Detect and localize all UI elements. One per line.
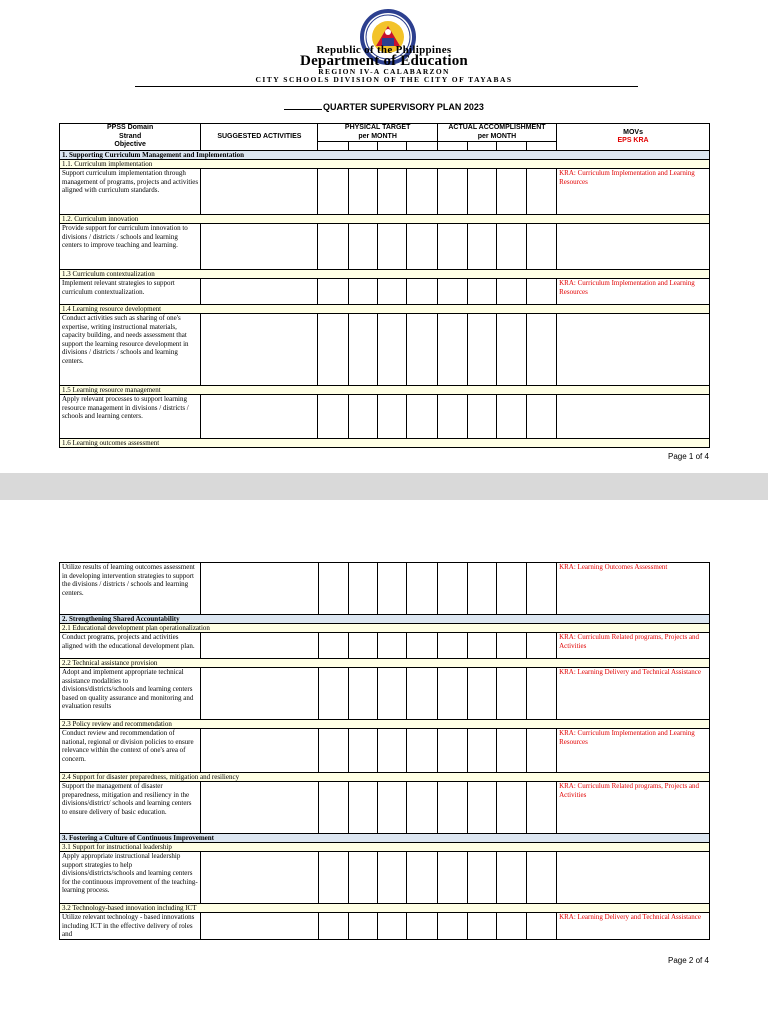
actual-accomplishment-cell[interactable] xyxy=(497,729,526,773)
suggested-activities-cell[interactable] xyxy=(201,913,318,940)
strand-title: 2.3 Policy review and recommendation xyxy=(60,720,710,729)
domain-row xyxy=(60,151,710,160)
objective-row xyxy=(60,395,710,439)
domain-title: 3. Fostering a Culture of Continuous Improvement xyxy=(60,834,710,843)
physical-target-cell[interactable] xyxy=(348,563,377,615)
physical-target-cell[interactable] xyxy=(318,852,348,904)
objective-text: Adopt and implement appropriate technical assistance modalities to divisions/districts/schools and learning centers based on quality assurance and monitoring and evaluation results xyxy=(60,668,201,720)
objective-row xyxy=(60,279,710,305)
supervisory-plan-table-page2 xyxy=(59,562,710,940)
actual-accomplishment-cell[interactable] xyxy=(497,633,526,659)
actual-accomplishment-cell[interactable] xyxy=(526,314,556,386)
objective-text: Provide support for curriculum innovation to divisions / districts / schools and learning centers to improve teaching and learning. xyxy=(60,224,201,270)
objective-text: Support curriculum implementation through management of programs, projects and activities aligned with curriculum standards. xyxy=(60,169,201,215)
objective-text: Conduct activities such as sharing of one's expertise, writing instructional materials, capacity building, and needs assessment that support the learning resource development in divisions / districts / schools and learning centers. xyxy=(60,314,201,386)
strand-row xyxy=(60,305,710,314)
physical-target-cell[interactable] xyxy=(318,668,348,720)
physical-target-cell[interactable] xyxy=(407,782,437,834)
physical-target-cell[interactable] xyxy=(348,668,377,720)
physical-target-cell[interactable] xyxy=(348,395,377,439)
document-page-1 xyxy=(0,0,768,473)
physical-target-cell[interactable] xyxy=(378,224,407,270)
objective-text: Utilize results of learning outcomes assessment in developing intervention strategies to support the divisions / districts / schools and learning centers. xyxy=(60,563,201,615)
actual-accomplishment-cell[interactable] xyxy=(437,852,467,904)
actual-accomplishment-cell[interactable] xyxy=(468,169,497,215)
physical-target-cell[interactable] xyxy=(407,279,437,305)
physical-target-cell[interactable] xyxy=(348,852,377,904)
region-heading: REGION IV-A CALABARZON xyxy=(318,67,450,76)
objective-text: Conduct review and recommendation of national, regional or division policies to ensure relevance within the context of one's area of concern. xyxy=(60,729,201,773)
domain-title: 1. Supporting Curriculum Management and Implementation xyxy=(60,151,710,160)
strand-title: 1.6 Learning outcomes assessment xyxy=(60,439,710,448)
objective-row xyxy=(60,668,710,720)
strand-title: 2.2 Technical assistance provision xyxy=(60,659,710,668)
objective-row xyxy=(60,314,710,386)
physical-target-cell[interactable] xyxy=(407,563,437,615)
header-divider xyxy=(135,86,638,87)
physical-target-cell[interactable] xyxy=(378,395,407,439)
actual-accomplishment-cell[interactable] xyxy=(437,169,467,215)
movs-kra-cell: KRA: Curriculum Related programs, Projects and Activities xyxy=(557,782,710,834)
actual-accomplishment-cell[interactable] xyxy=(437,314,467,386)
movs-kra-cell xyxy=(557,314,710,386)
col-movs-header: MOVs EPS KRA xyxy=(557,124,710,151)
actual-accomplishment-cell[interactable] xyxy=(437,279,467,305)
strand-title: 1.4 Learning resource development xyxy=(60,305,710,314)
actual-accomplishment-cell[interactable] xyxy=(497,668,526,720)
domain-row xyxy=(60,615,710,624)
strand-title: 1.2. Curriculum innovation xyxy=(60,215,710,224)
objective-row xyxy=(60,169,710,215)
physical-target-cell[interactable] xyxy=(318,782,348,834)
strand-row xyxy=(60,720,710,729)
domain-title: 2. Strengthening Shared Accountability xyxy=(60,615,710,624)
strand-title: 2.4 Support for disaster preparedness, mitigation and resiliency xyxy=(60,773,710,782)
objective-text: Apply relevant processes to support learning resource management in divisions / districts / schools and learning centers. xyxy=(60,395,201,439)
objective-row xyxy=(60,563,710,615)
physical-target-cell[interactable] xyxy=(407,314,437,386)
actual-accomplishment-cell[interactable] xyxy=(526,729,556,773)
suggested-activities-cell[interactable] xyxy=(201,314,318,386)
physical-target-cell[interactable] xyxy=(318,169,348,215)
physical-target-cell[interactable] xyxy=(318,395,348,439)
strand-title: 1.1. Curriculum implementation xyxy=(60,160,710,169)
actual-accomplishment-cell[interactable] xyxy=(526,279,556,305)
col-ppss-domain-header: PPSS Domain Strand Objective xyxy=(60,124,201,151)
movs-kra-cell: KRA: Curriculum Related programs, Projects and Activities xyxy=(557,633,710,659)
actual-accomplishment-cell[interactable] xyxy=(437,224,467,270)
actual-accomplishment-cell[interactable] xyxy=(468,314,497,386)
actual-accomplishment-cell[interactable] xyxy=(468,913,497,940)
physical-target-cell[interactable] xyxy=(407,224,437,270)
physical-target-cell[interactable] xyxy=(348,169,377,215)
suggested-activities-cell[interactable] xyxy=(201,633,318,659)
strand-title: 1.3 Curriculum contextualization xyxy=(60,270,710,279)
actual-accomplishment-cell[interactable] xyxy=(526,668,556,720)
physical-target-cell[interactable] xyxy=(348,314,377,386)
actual-accomplishment-cell[interactable] xyxy=(437,563,467,615)
movs-kra-cell: KRA: Curriculum Implementation and Learning Resources xyxy=(557,169,710,215)
objective-text: Utilize relevant technology - based innovations including ICT in the effective delivery of roles and xyxy=(60,913,201,940)
physical-target-cell[interactable] xyxy=(348,633,377,659)
physical-target-cell[interactable] xyxy=(407,169,437,215)
actual-accomplishment-cell[interactable] xyxy=(468,782,497,834)
physical-target-cell[interactable] xyxy=(407,913,437,940)
strand-row xyxy=(60,843,710,852)
physical-target-cell[interactable] xyxy=(378,633,407,659)
page-number: Page 2 of 4 xyxy=(668,956,709,965)
strand-row xyxy=(60,659,710,668)
physical-target-cell[interactable] xyxy=(318,314,348,386)
physical-target-cell[interactable] xyxy=(348,729,377,773)
department-heading: Department of Education xyxy=(300,53,468,69)
actual-accomplishment-cell[interactable] xyxy=(468,633,497,659)
physical-target-cell[interactable] xyxy=(318,729,348,773)
strand-row xyxy=(60,215,710,224)
physical-target-cell[interactable] xyxy=(318,224,348,270)
actual-accomplishment-cell[interactable] xyxy=(497,563,526,615)
objective-text: Apply appropriate instructional leadership support strategies to help divisions/districts/schools and learning centers for the continuous improvement of the teaching-learning process. xyxy=(60,852,201,904)
physical-target-cell[interactable] xyxy=(378,169,407,215)
actual-accomplishment-cell[interactable] xyxy=(526,395,556,439)
suggested-activities-cell[interactable] xyxy=(201,729,318,773)
col-activities-header: SUGGESTED ACTIVITIES xyxy=(201,124,318,151)
actual-accomplishment-cell[interactable] xyxy=(468,852,497,904)
actual-accomplishment-cell[interactable] xyxy=(437,782,467,834)
physical-target-cell[interactable] xyxy=(407,729,437,773)
actual-accomplishment-cell[interactable] xyxy=(526,782,556,834)
republic-heading: Republic of the Philippines xyxy=(316,44,452,56)
supervisory-plan-table-page1 xyxy=(59,123,710,448)
objective-row xyxy=(60,633,710,659)
strand-title: 2.1 Educational development plan operationalization xyxy=(60,624,710,633)
plan-title-text: QUARTER SUPERVISORY PLAN 2023 xyxy=(323,102,484,112)
strand-title: 1.5 Learning resource management xyxy=(60,386,710,395)
actual-accomplishment-cell[interactable] xyxy=(526,224,556,270)
movs-kra-cell xyxy=(557,852,710,904)
objective-row xyxy=(60,913,710,940)
physical-target-cell[interactable] xyxy=(318,279,348,305)
movs-kra-cell: KRA: Learning Outcomes Assessment xyxy=(557,563,710,615)
physical-target-cell[interactable] xyxy=(378,913,407,940)
physical-target-cell[interactable] xyxy=(378,563,407,615)
strand-title: 3.2 Technology-based innovation including ICT xyxy=(60,904,710,913)
domain-row xyxy=(60,834,710,843)
strand-row xyxy=(60,773,710,782)
movs-kra-cell: KRA: Learning Delivery and Technical Assistance xyxy=(557,913,710,940)
col-actual-accomplishment-header: ACTUAL ACCOMPLISHMENT per MONTH xyxy=(437,124,556,142)
movs-kra-cell xyxy=(557,395,710,439)
actual-accomplishment-cell[interactable] xyxy=(437,913,467,940)
actual-accomplishment-cell[interactable] xyxy=(497,224,526,270)
strand-row xyxy=(60,270,710,279)
strand-title: 3.1 Support for instructional leadership xyxy=(60,843,710,852)
suggested-activities-cell[interactable] xyxy=(201,782,318,834)
physical-target-cell[interactable] xyxy=(407,852,437,904)
physical-target-cell[interactable] xyxy=(318,633,348,659)
physical-target-cell[interactable] xyxy=(348,913,377,940)
objective-row xyxy=(60,782,710,834)
objective-text: Support the management of disaster preparedness, mitigation and resiliency in the divisions/district/ schools and learning centers to ensure delivery of basic education. xyxy=(60,782,201,834)
actual-accomplishment-cell[interactable] xyxy=(497,913,526,940)
objective-text: Implement relevant strategies to support curriculum contextualization. xyxy=(60,279,201,305)
actual-accomplishment-cell[interactable] xyxy=(526,633,556,659)
suggested-activities-cell[interactable] xyxy=(201,852,318,904)
document-page-2 xyxy=(0,500,768,1024)
movs-kra-cell: KRA: Learning Delivery and Technical Assistance xyxy=(557,668,710,720)
physical-target-cell[interactable] xyxy=(378,729,407,773)
actual-accomplishment-cell[interactable] xyxy=(437,633,467,659)
movs-kra-cell: KRA: Curriculum Implementation and Learning Resources xyxy=(557,729,710,773)
physical-target-cell[interactable] xyxy=(348,279,377,305)
strand-row xyxy=(60,624,710,633)
suggested-activities-cell[interactable] xyxy=(201,395,318,439)
actual-accomplishment-cell[interactable] xyxy=(526,563,556,615)
actual-accomplishment-cell[interactable] xyxy=(526,852,556,904)
actual-accomplishment-cell[interactable] xyxy=(497,169,526,215)
suggested-activities-cell[interactable] xyxy=(201,279,318,305)
actual-accomplishment-cell[interactable] xyxy=(437,668,467,720)
physical-target-cell[interactable] xyxy=(348,224,377,270)
suggested-activities-cell[interactable] xyxy=(201,563,318,615)
suggested-activities-cell[interactable] xyxy=(201,668,318,720)
strand-row xyxy=(60,386,710,395)
actual-accomplishment-cell[interactable] xyxy=(497,395,526,439)
physical-target-cell[interactable] xyxy=(407,668,437,720)
physical-target-cell[interactable] xyxy=(378,314,407,386)
actual-accomplishment-cell[interactable] xyxy=(468,224,497,270)
plan-title xyxy=(0,101,768,112)
actual-accomplishment-cell[interactable] xyxy=(468,563,497,615)
physical-target-cell[interactable] xyxy=(318,913,348,940)
objective-row xyxy=(60,224,710,270)
physical-target-cell[interactable] xyxy=(378,668,407,720)
actual-accomplishment-cell[interactable] xyxy=(497,782,526,834)
actual-accomplishment-cell[interactable] xyxy=(468,279,497,305)
page-number: Page 1 of 4 xyxy=(668,452,709,461)
movs-kra-cell xyxy=(557,224,710,270)
division-heading: CITY SCHOOLS DIVISION OF THE CITY OF TAYABAS xyxy=(255,75,513,84)
strand-row xyxy=(60,160,710,169)
physical-target-cell[interactable] xyxy=(348,782,377,834)
objective-row xyxy=(60,852,710,904)
quarter-blank-line xyxy=(284,101,322,110)
actual-accomplishment-cell[interactable] xyxy=(526,169,556,215)
strand-row xyxy=(60,904,710,913)
col-physical-target-header: PHYSICAL TARGET per MONTH xyxy=(318,124,437,142)
suggested-activities-cell[interactable] xyxy=(201,224,318,270)
suggested-activities-cell[interactable] xyxy=(201,169,318,215)
actual-accomplishment-cell[interactable] xyxy=(468,395,497,439)
strand-row xyxy=(60,439,710,448)
actual-accomplishment-cell[interactable] xyxy=(497,279,526,305)
physical-target-cell[interactable] xyxy=(318,563,348,615)
objective-text: Conduct programs, projects and activities aligned with the educational development plan. xyxy=(60,633,201,659)
actual-accomplishment-cell[interactable] xyxy=(468,668,497,720)
actual-accomplishment-cell[interactable] xyxy=(526,913,556,940)
physical-target-cell[interactable] xyxy=(378,852,407,904)
physical-target-cell[interactable] xyxy=(378,782,407,834)
physical-target-cell[interactable] xyxy=(378,279,407,305)
actual-accomplishment-cell[interactable] xyxy=(468,729,497,773)
actual-accomplishment-cell[interactable] xyxy=(497,314,526,386)
actual-accomplishment-cell[interactable] xyxy=(437,395,467,439)
actual-accomplishment-cell[interactable] xyxy=(437,729,467,773)
objective-row xyxy=(60,729,710,773)
movs-kra-cell: KRA: Curriculum Implementation and Learning Resources xyxy=(557,279,710,305)
physical-target-cell[interactable] xyxy=(407,395,437,439)
physical-target-cell[interactable] xyxy=(407,633,437,659)
actual-accomplishment-cell[interactable] xyxy=(497,852,526,904)
